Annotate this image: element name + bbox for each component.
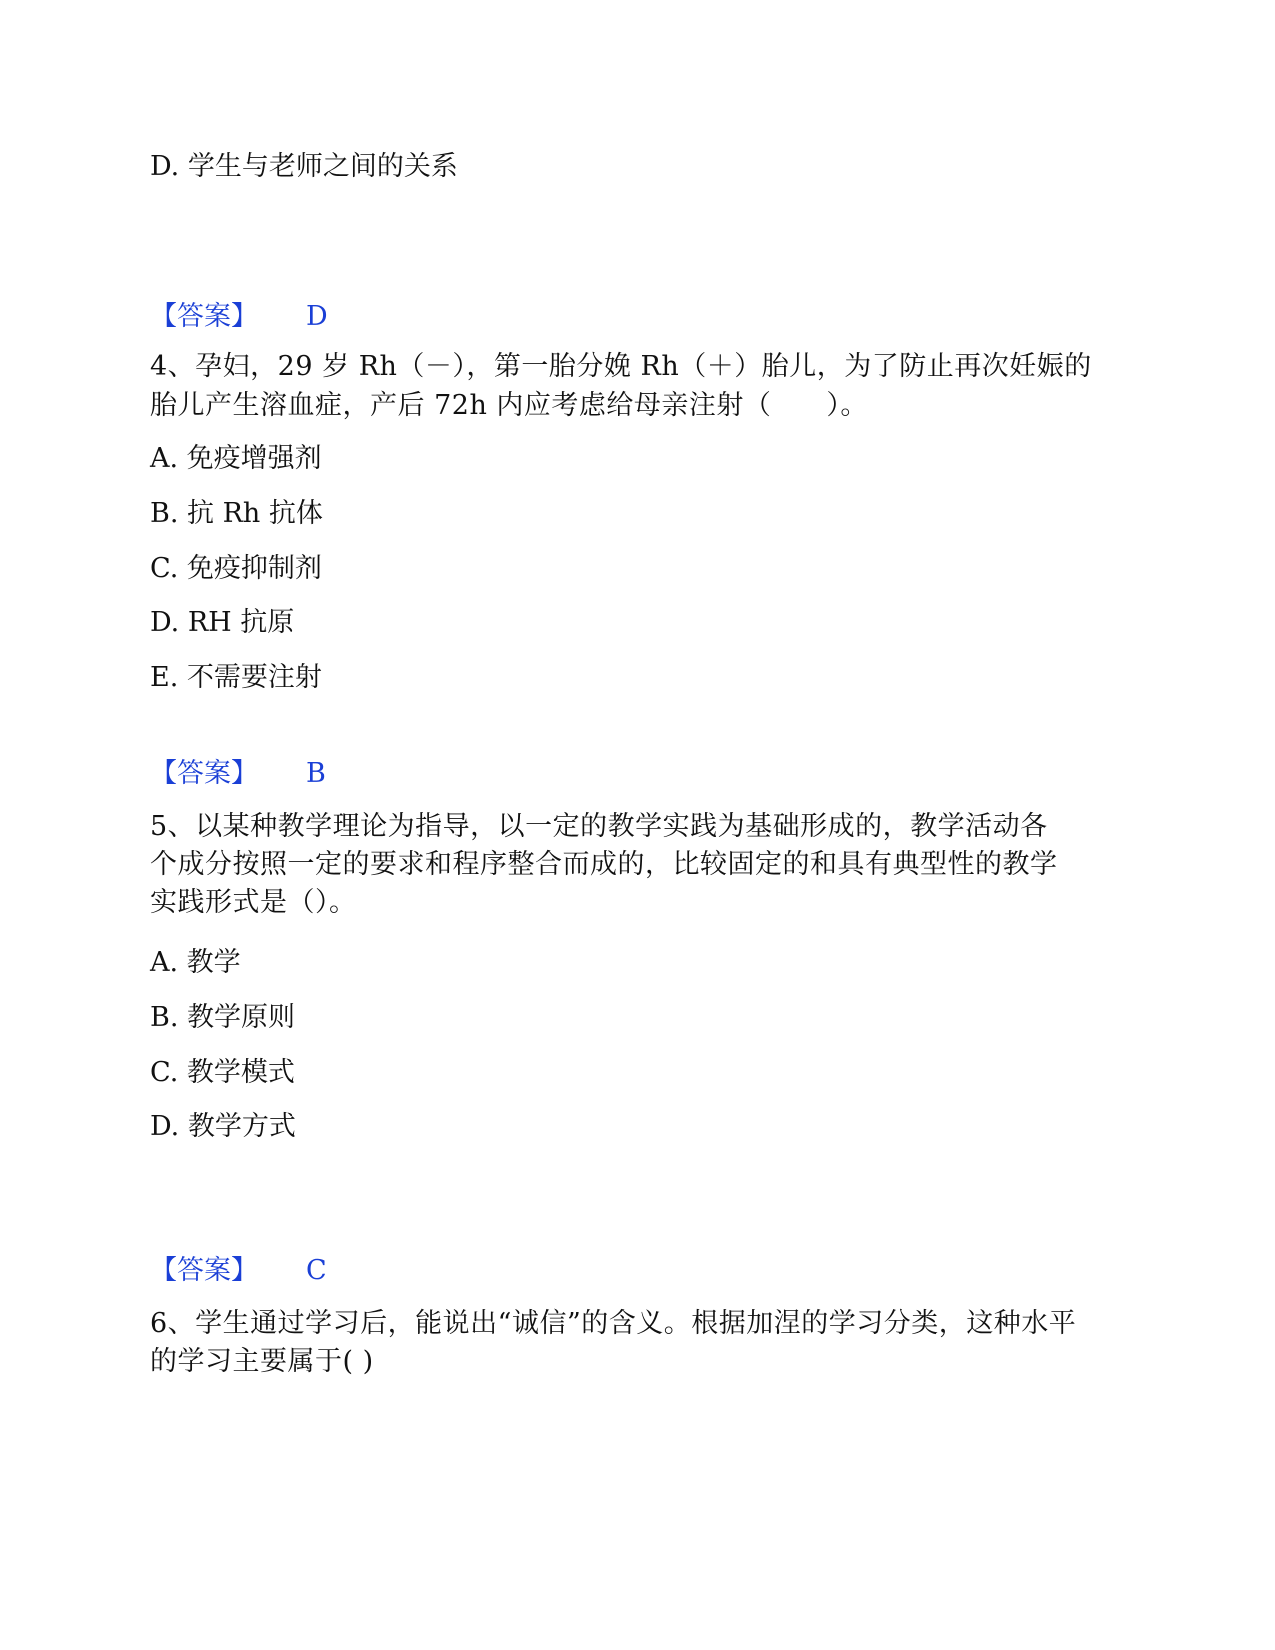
q5-option-d: D. 教学方式 xyxy=(150,1111,296,1142)
q4-option-d: D. RH 抗原 xyxy=(150,607,295,638)
q4-option-b: B. 抗 Rh 抗体 xyxy=(150,498,323,529)
answer-label: 【答案】 xyxy=(150,301,258,332)
answer-value: D xyxy=(306,301,328,332)
q5-option-b: B. 教学原则 xyxy=(150,1002,296,1033)
q4-option-a: A. 免疫增强剂 xyxy=(150,443,322,474)
q4-option-e: E. 不需要注射 xyxy=(150,662,322,693)
question-5-line-3: 实践形式是（）。 xyxy=(150,887,357,918)
q5-option-c: C. 教学模式 xyxy=(150,1057,295,1088)
answer-row xyxy=(150,298,328,336)
question-4-line-2: 胎儿产生溶血症，产后 72h 内应考虑给母亲注射（ ）。 xyxy=(150,390,868,421)
answer-label: 【答案】 xyxy=(150,758,258,789)
question-6-line-2: 的学习主要属于( ) xyxy=(150,1346,374,1377)
answer-value: B xyxy=(306,758,326,789)
question-4-line-1: 4、孕妇，29 岁 Rh（－），第一胎分娩 Rh（＋）胎儿，为了防止再次妊娠的 xyxy=(150,351,1092,382)
q4-option-c: C. 免疫抑制剂 xyxy=(150,553,322,584)
answer-value: C xyxy=(306,1255,327,1286)
q4-answer-row xyxy=(150,755,326,793)
question-5-line-2: 个成分按照一定的要求和程序整合而成的，比较固定的和具有典型性的教学 xyxy=(150,849,1058,880)
q5-option-a: A. 教学 xyxy=(150,947,241,978)
option-d: D. 学生与老师之间的关系 xyxy=(150,151,458,182)
answer-label: 【答案】 xyxy=(150,1255,258,1286)
question-6-line-1: 6、学生通过学习后，能说出“诚信”的含义。根据加涅的学习分类，这种水平 xyxy=(150,1308,1077,1339)
q5-answer-row xyxy=(150,1252,327,1290)
question-5-line-1: 5、以某种教学理论为指导，以一定的教学实践为基础形成的，教学活动各 xyxy=(150,811,1048,842)
